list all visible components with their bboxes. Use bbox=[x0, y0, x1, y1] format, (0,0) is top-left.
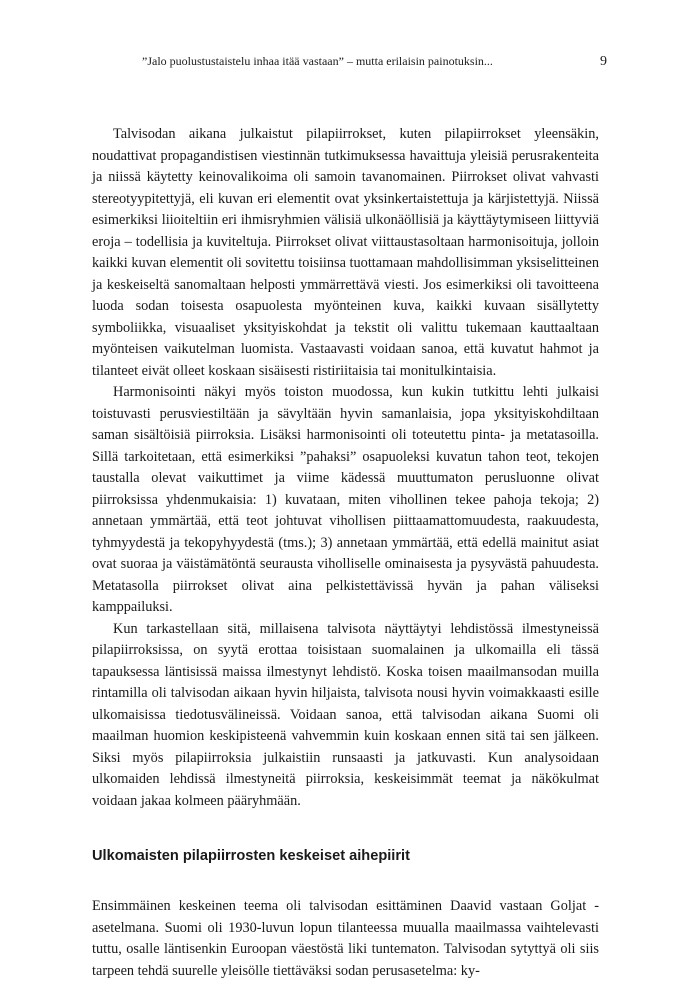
paragraph-2: Harmonisointi näkyi myös toiston muodossa, kun kukin tutkittu lehti julkaisi toistuvasti perusviestiltään ja sävyltään hyvin samanlaisia, jopa yksityiskohdiltaan saman sisältöisiä piirroksia. Lisäksi harmonisointi oli toteutettu pinta- ja metatasoilla. Sillä tarkoitetaan, että esimerkiksi ”pahaksi” osapuoleksi kuvatun tahon teot, tekojen taustalla olevat vaikuttimet ja viime kädessä muuttumaton perusluonne olivat piirroksissa yhdenmukaisia: 1) kuvataan, miten vihollinen tekee pahoja tekoja; 2) annetaan ymmärtää, että teot johtuvat vihollisen piittaamattomuudesta, raakuudesta, tyhmyydestä ja tekopyhyydestä (tms.); 3) annetaan ymmärtää, että edellä mainitut asiat ovat suoraa ja väistämätöntä seurausta viholliselle ominaisesta ja pysyvästä pahuudesta. Metatasolla piirrokset olivat aina pelkistettävissä hyvän ja pahan väliseksi kamppailuksi. bbox=[92, 384, 599, 615]
running-title: ”Jalo puolustustaistelu inhaa itää vastaan” – mutta erilaisin painotuksin... bbox=[142, 54, 493, 68]
section-heading: Ulkomaisten pilapiirrosten keskeiset aihepiirit bbox=[92, 848, 410, 864]
page-number: 9 bbox=[600, 54, 607, 69]
body-text bbox=[92, 124, 599, 982]
paragraph-3: Kun tarkastellaan sitä, millaisena talvisota näyttäytyi lehdistössä ilmestyneissä pilapiirroksissa, on syytä erottaa toisistaan suomalainen ja ulkomailla eli tässä tapauksessa läntisissä maissa ilmestynyt lehdistö. Koska toisen maailmansodan muilla rintamilla oli talvisodan aikaan hyvin hiljaista, talvisota nousi hyvin voimakkaasti esille ulkomaisissa tiedotusvälineissä. Voidaan sanoa, että talvisodan aikana Suomi oli maailman huomion keskipisteenä vahvemmin kuin koskaan ennen sitä tai sen jälkeen. Siksi myös pilapiirroksia julkaistiin runsaasti ja jatkuvasti. Kun analysoidaan ulkomaiden lehdissä ilmestyneitä piirroksia, keskeisimmät teemat ja näkökulmat voidaan jakaa kolmeen pääryhmään. bbox=[92, 620, 599, 809]
running-header bbox=[92, 54, 607, 70]
section-paragraph: Ensimmäinen keskeinen teema oli talvisodan esittäminen Daavid vastaan Goljat -asetelmana. Suomi oli 1930-luvun lopun tilanteessa muualla maailmassa vaihtelevasti tuttu, osalle läntisenkin Euroopan väestöstä liki tuntematon. Talvisodan sytyttyä oli siis tarpeen tehdä suurelle yleisölle tiettäväksi sodan perusasetelma: ky- bbox=[92, 898, 599, 979]
paragraph-1: Talvisodan aikana julkaistut pilapiirrokset, kuten pilapiirrokset yleensäkin, noudattivat propagandistisen viestinnän tutkimuksessa havaittuja yleisiä perusrakenteita ja niissä käytetty keinovalikoima oli samoin tavanomainen. Piirrokset olivat vahvasti stereotyypitettyjä, eli kuvan eri elementit ovat yksinkertaistettuja ja kärjistettyjä. Niissä esimerkiksi liioiteltiin eri ihmisryhmien välisiä ulkonäöllisiä ja käyttäytymiseen liittyviä eroja – todellisia ja kuviteltuja. Piirrokset olivat viittaustasoltaan harmonisoituja, jolloin kaikki kuvan elementit oli sovitettu toisiinsa tuottamaan mahdollisimman yksiselitteinen ja keskeiseltä sanomaltaan helposti ymmärrettävä viesti. Jos esimerkiksi oli tavoitteena luoda sodan toisesta osapuolesta myönteinen kuva, kaikki kuvaan sisällytetty symboliikka, visuaaliset yksityiskohdat ja tekstit oli valittu tukemaan kauttaaltaan myönteisen vaikutelman luomista. Vastaavasti voidaan sanoa, että kuvatut hahmot ja tilanteet eivät olleet koskaan sisäisesti ristiriitaisia tai monitulkintaisia. bbox=[92, 126, 599, 379]
